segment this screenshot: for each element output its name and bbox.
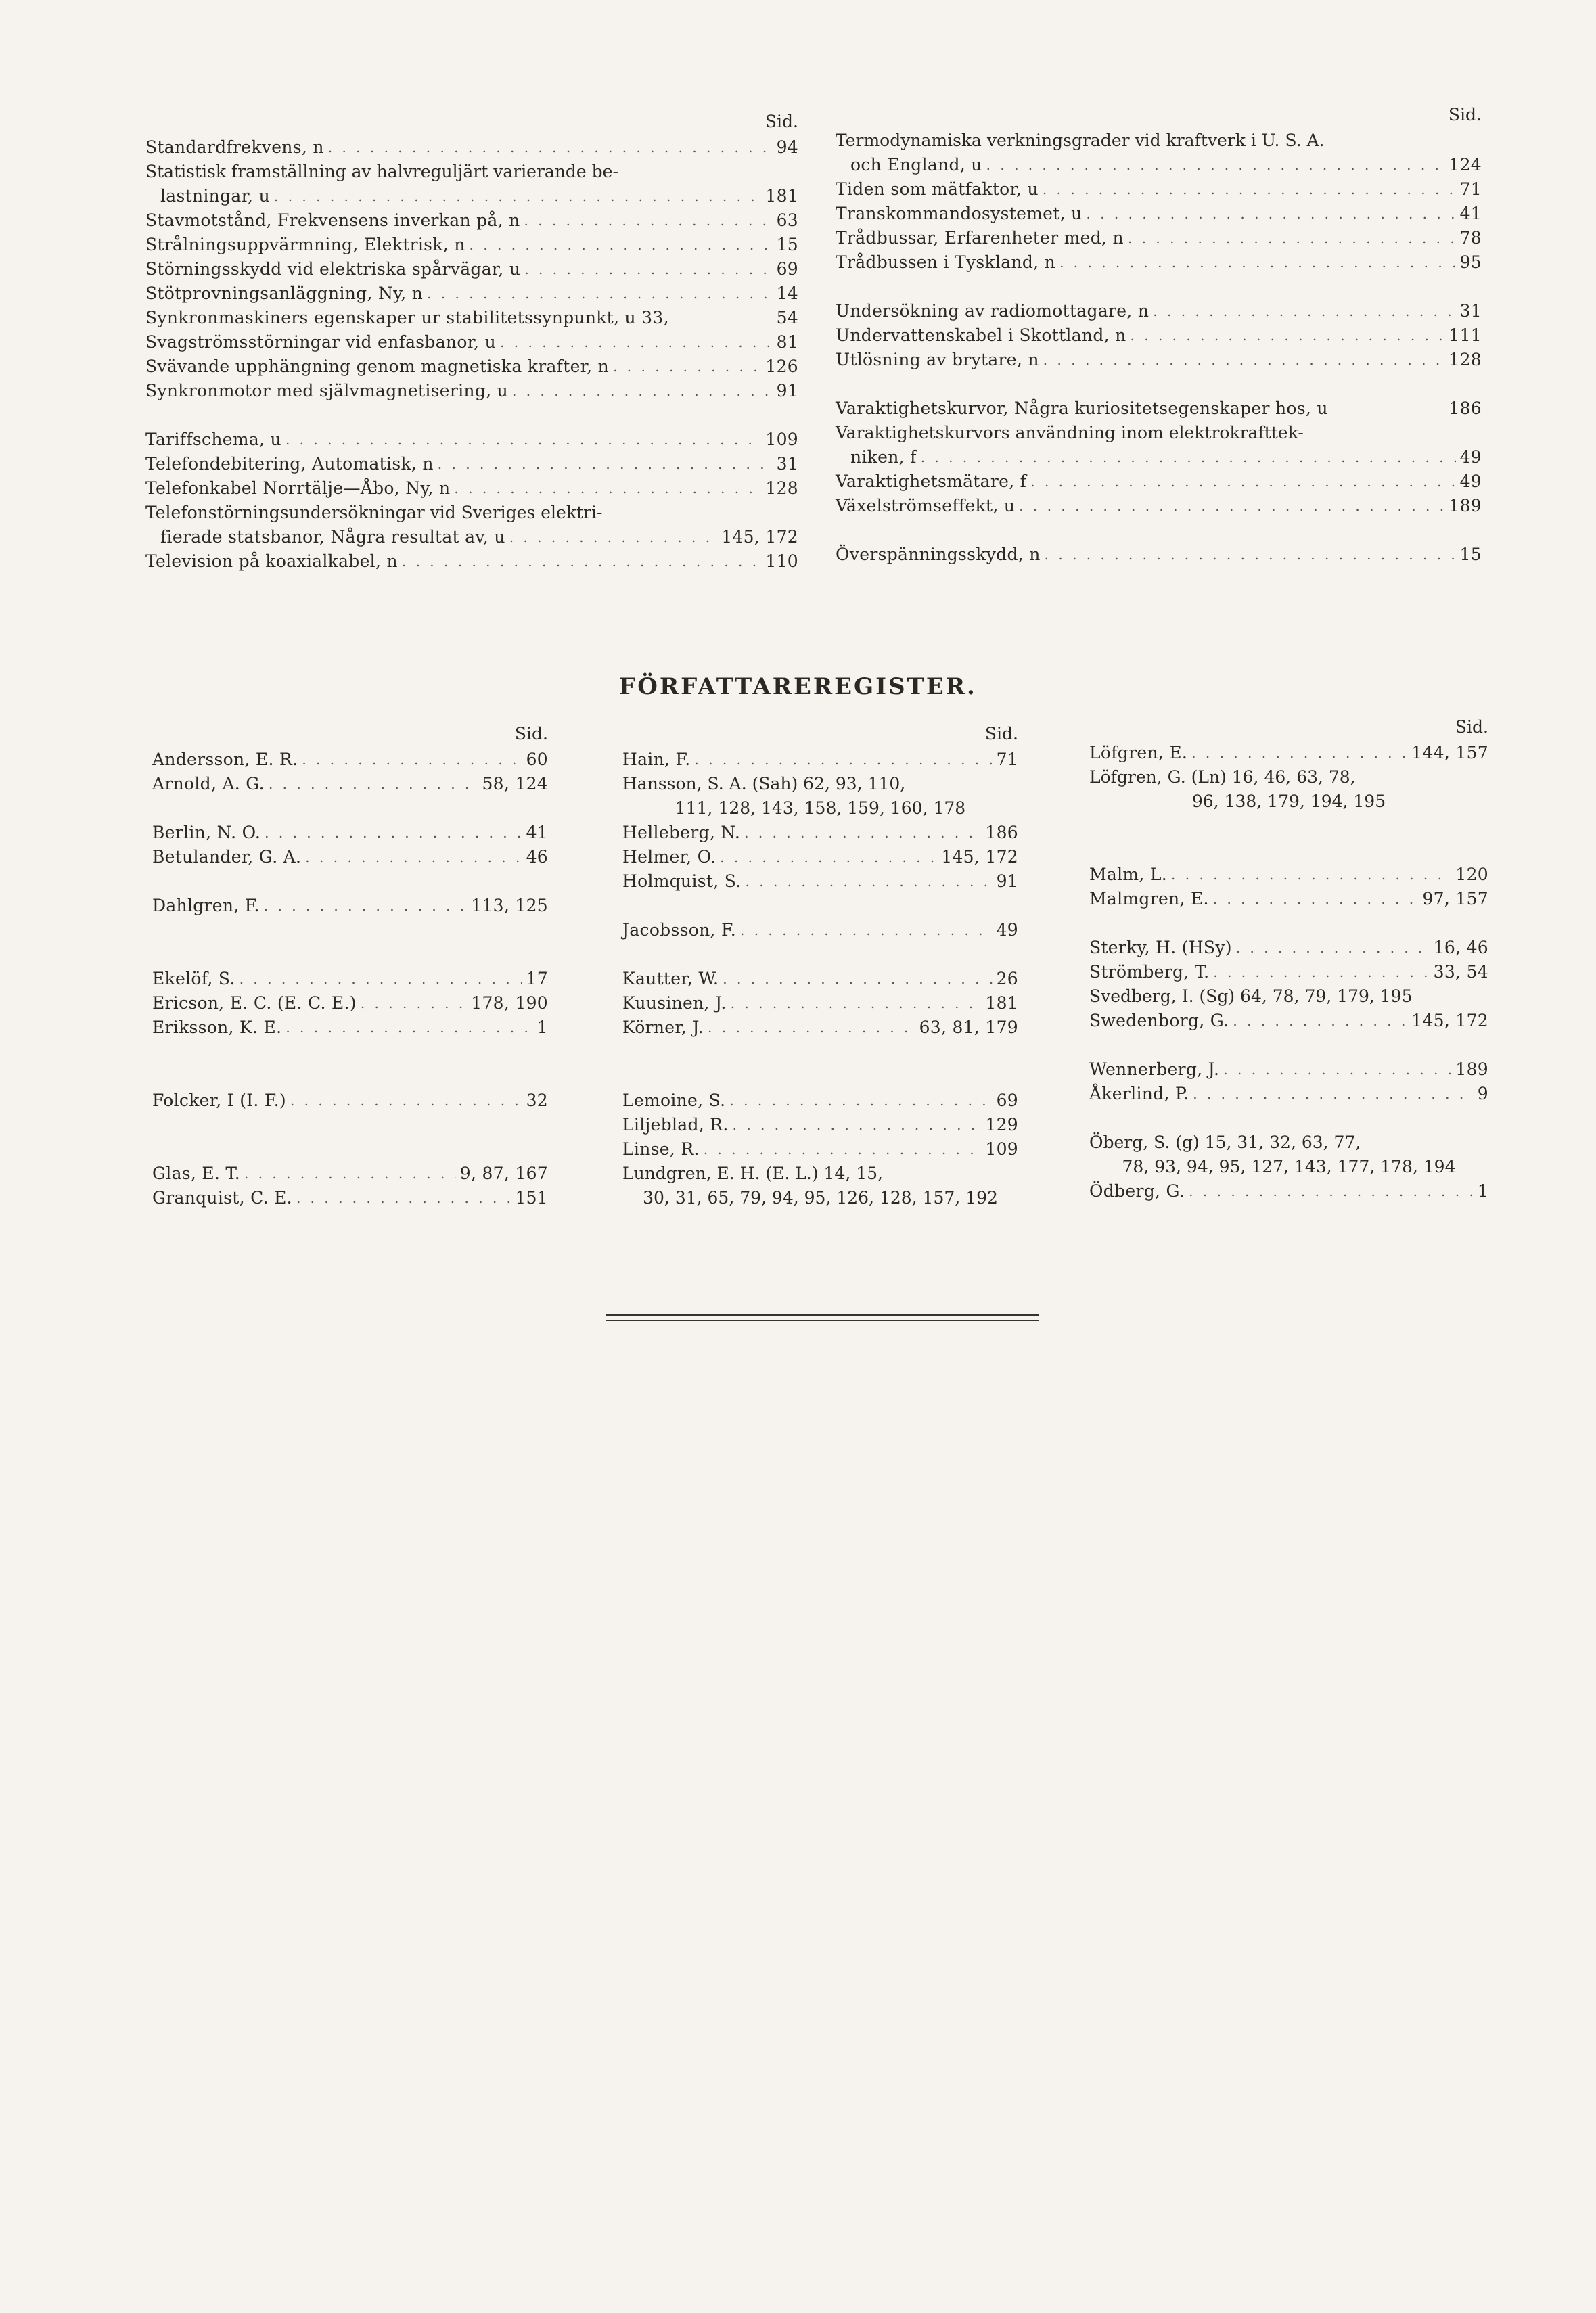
dot-leader xyxy=(438,452,773,476)
entry-page-numbers: 78 xyxy=(1459,228,1482,248)
entry-title: Kautter, W. xyxy=(622,969,719,988)
entry-page-numbers: 49 xyxy=(996,920,1018,940)
entry-title: Jacobsson, F. xyxy=(622,920,736,940)
entry-title: fierade statsbanor, Några resultat av, u xyxy=(160,527,505,547)
dot-leader xyxy=(1131,323,1445,348)
entry-title: Undervattenskabel i Skottland, n xyxy=(836,325,1126,345)
dot-leader xyxy=(524,257,772,281)
entry-page-numbers: 145, 172 xyxy=(1411,1011,1488,1030)
dot-leader xyxy=(402,549,762,574)
entry-title: Transkommandosystemet, u xyxy=(836,204,1082,223)
entry-gap xyxy=(836,518,1482,543)
dot-leader xyxy=(723,967,992,991)
index-entry xyxy=(152,748,548,772)
entry-title: Holmquist, S. xyxy=(622,871,742,891)
index-entry xyxy=(145,306,798,330)
entry-page-numbers: 54 xyxy=(776,308,798,327)
index-entry xyxy=(152,1089,548,1113)
index-entry xyxy=(152,821,548,845)
entry-title: Andersson, E. R. xyxy=(152,750,298,769)
dot-leader xyxy=(1043,177,1456,202)
entry-title: Wennerberg, J. xyxy=(1089,1059,1220,1079)
index-entry xyxy=(152,1162,548,1186)
dot-leader xyxy=(269,772,478,796)
dot-leader xyxy=(470,233,773,257)
dot-leader xyxy=(302,748,522,772)
subject-index-left-column xyxy=(145,108,798,574)
entry-gap xyxy=(1089,838,1488,863)
dot-leader xyxy=(1213,887,1419,911)
entry-page-numbers: 49 xyxy=(1459,447,1482,467)
entry-page-numbers: 81 xyxy=(776,332,798,352)
index-entry-line: Svedberg, I. (Sg) 64, 78, 79, 179, 195 xyxy=(1089,986,1413,1006)
entry-title: Telefonkabel Norrtälje—Åbo, Ny, n xyxy=(145,478,451,498)
entry-title: Dahlgren, F. xyxy=(152,896,260,915)
index-entry-line: 111, 128, 143, 158, 159, 160, 178 xyxy=(675,798,966,818)
entry-page-numbers: 111 xyxy=(1449,325,1482,345)
entry-title: Svagströmsstörningar vid enfasbanor, u xyxy=(145,332,497,352)
entry-title: Liljeblad, R. xyxy=(622,1115,729,1135)
index-entry-line: 78, 93, 94, 95, 127, 143, 177, 178, 194 xyxy=(1122,1157,1456,1176)
entry-title: Granquist, C. E. xyxy=(152,1188,292,1208)
index-entry xyxy=(145,525,798,549)
entry-title: Standardfrekvens, n xyxy=(145,137,324,157)
index-entry xyxy=(145,549,798,574)
entry-page-numbers: 26 xyxy=(996,969,1018,988)
entry-title: Helleberg, N. xyxy=(622,823,741,842)
entry-gap xyxy=(152,1137,548,1162)
dot-leader xyxy=(305,845,522,869)
dot-leader xyxy=(524,208,773,233)
index-entry-line: Hansson, S. A. (Sah) 62, 93, 110, xyxy=(622,774,906,794)
entry-title: Undersökning av radiomottagare, n xyxy=(836,301,1149,321)
entry-page-numbers: 31 xyxy=(1459,301,1482,321)
entry-title: Störningsskydd vid elektriska spårvägar, u xyxy=(145,259,521,279)
index-entry xyxy=(145,452,798,476)
entry-page-numbers: 49 xyxy=(1459,472,1482,491)
subject-index-right-column xyxy=(836,101,1482,567)
entry-title: Telefondebitering, Automatisk, n xyxy=(145,454,434,474)
entry-title: Löfgren, E. xyxy=(1089,743,1188,762)
entry-gap xyxy=(1089,814,1488,838)
entry-title: Hain, F. xyxy=(622,750,691,769)
entry-title: Arnold, A. G. xyxy=(152,774,265,794)
entry-page-numbers: 17 xyxy=(526,969,548,988)
entry-page-numbers: 69 xyxy=(996,1091,1018,1110)
entry-title: niken, f xyxy=(850,447,917,467)
index-entry xyxy=(1089,741,1488,765)
entry-page-numbers: 1 xyxy=(1477,1181,1488,1201)
index-entry xyxy=(1089,960,1488,984)
entry-title: Trådbussar, Erfarenheter med, n xyxy=(836,228,1124,248)
entry-page-numbers: 91 xyxy=(996,871,1018,891)
entry-page-numbers: 189 xyxy=(1449,496,1482,516)
entry-title: Television på koaxialkabel, n xyxy=(145,551,398,571)
entry-title: Stavmotstånd, Frekvensens inverkan på, n xyxy=(145,210,520,230)
page-column-label: Sid. xyxy=(984,724,1018,743)
index-entry xyxy=(145,135,798,160)
entry-title: Överspänningsskydd, n xyxy=(836,545,1041,564)
index-entry xyxy=(622,991,1018,1015)
entry-title: Varaktighetskurvor, Några kuriositetsegenskaper hos, u xyxy=(836,398,1328,418)
dot-leader xyxy=(1043,348,1445,372)
entry-title: Glas, E. T. xyxy=(152,1164,240,1183)
dot-leader xyxy=(264,894,467,918)
entry-title: Sterky, H. (HSy) xyxy=(1089,938,1232,957)
author-index-column-1 xyxy=(152,720,548,1210)
entry-page-numbers: 128 xyxy=(1449,350,1482,369)
entry-page-numbers: 151 xyxy=(515,1188,548,1208)
index-entry xyxy=(836,494,1482,518)
entry-title: Ödberg, G. xyxy=(1089,1181,1185,1201)
dot-leader xyxy=(274,184,761,208)
entry-title: Stötprovningsanläggning, Ny, n xyxy=(145,283,424,303)
dot-leader xyxy=(286,428,761,452)
index-entry-line: 30, 31, 65, 79, 94, 95, 126, 128, 157, 192 xyxy=(643,1188,998,1208)
entry-page-numbers: 94 xyxy=(776,137,798,157)
dot-leader xyxy=(1189,1179,1474,1204)
dot-leader xyxy=(740,918,993,942)
entry-gap xyxy=(622,942,1018,967)
entry-page-numbers: 14 xyxy=(776,283,798,303)
index-entry xyxy=(1089,936,1488,960)
entry-gap xyxy=(1089,1033,1488,1057)
dot-leader xyxy=(1233,1009,1407,1033)
dot-leader xyxy=(512,379,773,403)
dot-leader xyxy=(695,748,993,772)
index-entry xyxy=(1089,1057,1488,1082)
index-entry xyxy=(622,967,1018,991)
index-entry xyxy=(145,354,798,379)
index-entry xyxy=(836,153,1482,177)
entry-page-numbers: 97, 157 xyxy=(1422,889,1488,909)
index-entry xyxy=(622,748,1018,772)
dot-leader xyxy=(1193,1082,1474,1106)
dot-leader xyxy=(244,1162,456,1186)
index-entry xyxy=(622,845,1018,869)
dot-leader xyxy=(1045,543,1456,567)
dot-leader xyxy=(613,354,761,379)
entry-title: Utlösning av brytare, n xyxy=(836,350,1039,369)
index-entry xyxy=(152,1186,548,1210)
index-entry-line: 96, 138, 179, 194, 195 xyxy=(1191,792,1386,811)
entry-title: Synkronmotor med självmagnetisering, u xyxy=(145,381,509,400)
entry-title: Berlin, N. O. xyxy=(152,823,261,842)
index-entry xyxy=(836,348,1482,372)
dot-leader xyxy=(240,967,522,991)
index-entry xyxy=(152,894,548,918)
entry-page-numbers: 120 xyxy=(1455,865,1488,884)
entry-page-numbers: 181 xyxy=(765,186,798,206)
entry-gap xyxy=(152,869,548,894)
entry-title: Strålningsuppvärmning, Elektrisk, n xyxy=(145,235,465,254)
dot-leader xyxy=(1213,960,1429,984)
index-entry xyxy=(836,470,1482,494)
entry-title: Synkronmaskiners egenskaper ur stabilitetssynpunkt, u 33, xyxy=(145,308,669,327)
entry-title: Varaktighetsmätare, f xyxy=(836,472,1027,491)
page-column-label: Sid. xyxy=(1455,717,1488,737)
index-entry xyxy=(836,250,1482,275)
entry-title: Malmgren, E. xyxy=(1089,889,1209,909)
entry-gap xyxy=(152,1113,548,1137)
entry-title: Växelströmseffekt, u xyxy=(836,496,1016,516)
entry-gap xyxy=(152,918,548,942)
index-entry xyxy=(152,772,548,796)
entry-title: och England, u xyxy=(850,155,982,175)
entry-page-numbers: 113, 125 xyxy=(471,896,548,915)
index-entry xyxy=(1089,1082,1488,1106)
dot-leader xyxy=(500,330,773,354)
dot-leader xyxy=(1223,1057,1451,1082)
entry-gap xyxy=(152,1040,548,1064)
entry-gap xyxy=(836,372,1482,396)
page-column-label: Sid. xyxy=(514,724,548,743)
index-entry xyxy=(622,1015,1018,1040)
index-entry-line: Lundgren, E. H. (E. L.) 14, 15, xyxy=(622,1164,883,1183)
dot-leader xyxy=(296,1186,511,1210)
dot-leader xyxy=(1087,202,1456,226)
entry-page-numbers: 41 xyxy=(1459,204,1482,223)
dot-leader xyxy=(1128,226,1456,250)
entry-title: Tariffschema, u xyxy=(145,430,281,449)
page-column-label: Sid. xyxy=(765,112,798,131)
entry-page-numbers: 9, 87, 167 xyxy=(459,1164,548,1183)
index-entry xyxy=(1089,1179,1488,1204)
index-entry xyxy=(622,869,1018,894)
dot-leader xyxy=(744,821,981,845)
author-index-heading: FÖRFATTAREREGISTER. xyxy=(619,673,977,700)
entry-page-numbers: 128 xyxy=(765,478,798,498)
entry-page-numbers: 109 xyxy=(765,430,798,449)
entry-page-numbers: 15 xyxy=(776,235,798,254)
index-entry xyxy=(145,330,798,354)
index-entry xyxy=(152,967,548,991)
entry-page-numbers: 126 xyxy=(765,357,798,376)
entry-page-numbers: 129 xyxy=(985,1115,1018,1135)
entry-title: Linse, R. xyxy=(622,1139,700,1159)
entry-page-numbers: 110 xyxy=(765,551,798,571)
entry-gap xyxy=(622,1040,1018,1064)
entry-page-numbers: 186 xyxy=(1449,398,1482,418)
index-entry xyxy=(145,208,798,233)
entry-gap xyxy=(1089,911,1488,936)
entry-page-numbers: 46 xyxy=(526,847,548,867)
dot-leader xyxy=(986,153,1445,177)
entry-page-numbers: 60 xyxy=(526,750,548,769)
entry-title: Lemoine, S. xyxy=(622,1091,726,1110)
index-entry xyxy=(836,396,1482,421)
entry-page-numbers: 189 xyxy=(1455,1059,1488,1079)
entry-page-numbers: 41 xyxy=(526,823,548,842)
dot-leader xyxy=(427,281,772,306)
entry-title: Folcker, I (I. F.) xyxy=(152,1091,286,1110)
dot-leader xyxy=(921,445,1456,470)
entry-page-numbers: 91 xyxy=(776,381,798,400)
index-entry xyxy=(145,476,798,501)
entry-title: Ekelöf, S. xyxy=(152,969,235,988)
index-entry-line: Telefonstörningsundersökningar vid Sveriges elektri- xyxy=(145,503,603,522)
entry-page-numbers: 9 xyxy=(1477,1084,1488,1103)
entry-title: Ericson, E. C. (E. C. E.) xyxy=(152,993,357,1013)
entry-page-numbers: 95 xyxy=(1459,252,1482,272)
index-entry-line: Statistisk framställning av halvreguljärt varierande be- xyxy=(145,162,618,181)
closing-rule-bottom xyxy=(606,1320,1039,1321)
dot-leader xyxy=(1191,741,1407,765)
closing-rule-top xyxy=(606,1314,1039,1316)
dot-leader xyxy=(328,135,773,160)
entry-title: Helmer, O. xyxy=(622,847,716,867)
index-entry xyxy=(836,226,1482,250)
dot-leader xyxy=(720,845,937,869)
index-entry xyxy=(622,918,1018,942)
entry-title: Swedenborg, G. xyxy=(1089,1011,1229,1030)
entry-page-numbers: 63, 81, 179 xyxy=(919,1017,1018,1037)
entry-title: Körner, J. xyxy=(622,1017,704,1037)
index-entry xyxy=(622,1113,1018,1137)
index-entry xyxy=(622,1137,1018,1162)
dot-leader xyxy=(704,1137,982,1162)
index-entry xyxy=(1089,1009,1488,1033)
index-entry xyxy=(145,257,798,281)
dot-leader xyxy=(265,821,522,845)
entry-title: Åkerlind, P. xyxy=(1089,1084,1189,1103)
dot-leader xyxy=(1030,470,1455,494)
entry-gap xyxy=(622,1064,1018,1089)
dot-leader xyxy=(1236,936,1430,960)
entry-title: Malm, L. xyxy=(1089,865,1168,884)
entry-title: Eriksson, K. E. xyxy=(152,1017,282,1037)
entry-page-numbers: 16, 46 xyxy=(1433,938,1488,957)
entry-page-numbers: 144, 157 xyxy=(1411,743,1488,762)
index-entry xyxy=(145,428,798,452)
index-entry xyxy=(836,323,1482,348)
entry-gap xyxy=(622,894,1018,918)
entry-title: Tiden som mätfaktor, u xyxy=(836,179,1039,199)
entry-gap xyxy=(1089,1106,1488,1130)
dot-leader xyxy=(290,1089,522,1113)
dot-leader xyxy=(733,1113,982,1137)
entry-title: lastningar, u xyxy=(160,186,270,206)
entry-page-numbers: 58, 124 xyxy=(482,774,548,794)
dot-leader xyxy=(746,869,993,894)
index-entry xyxy=(836,177,1482,202)
dot-leader xyxy=(286,1015,532,1040)
entry-page-numbers: 15 xyxy=(1459,545,1482,564)
index-entry-line: Termodynamiska verkningsgrader vid kraftverk i U. S. A. xyxy=(836,131,1325,150)
dot-leader xyxy=(731,991,982,1015)
dot-leader xyxy=(1059,250,1456,275)
index-entry-line: Varaktighetskurvors användning inom elektrokrafttek- xyxy=(836,423,1304,442)
index-entry xyxy=(145,184,798,208)
entry-title: Trådbussen i Tyskland, n xyxy=(836,252,1056,272)
dot-leader xyxy=(1171,863,1451,887)
dot-leader xyxy=(729,1089,992,1113)
entry-page-numbers: 178, 190 xyxy=(471,993,548,1013)
index-entry xyxy=(836,445,1482,470)
entry-gap xyxy=(145,403,798,428)
page-column-label: Sid. xyxy=(1448,105,1482,124)
entry-page-numbers: 1 xyxy=(537,1017,548,1037)
index-entry xyxy=(152,1015,548,1040)
entry-page-numbers: 69 xyxy=(776,259,798,279)
index-entry xyxy=(622,1089,1018,1113)
entry-title: Betulander, G. A. xyxy=(152,847,302,867)
dot-leader xyxy=(454,476,761,501)
index-entry xyxy=(152,845,548,869)
index-entry-line: Löfgren, G. (Ln) 16, 46, 63, 78, xyxy=(1089,767,1356,787)
dot-leader xyxy=(509,525,718,549)
author-index-column-2 xyxy=(622,720,1018,1210)
dot-leader xyxy=(708,1015,915,1040)
entry-title: Svävande upphängning genom magnetiska krafter, n xyxy=(145,357,610,376)
index-entry xyxy=(1089,863,1488,887)
entry-gap xyxy=(152,942,548,967)
entry-gap xyxy=(152,796,548,821)
dot-leader xyxy=(1153,299,1455,323)
entry-page-numbers: 31 xyxy=(776,454,798,474)
index-entry xyxy=(1089,887,1488,911)
index-entry xyxy=(152,991,548,1015)
entry-page-numbers: 109 xyxy=(985,1139,1018,1159)
entry-page-numbers: 71 xyxy=(1459,179,1482,199)
entry-page-numbers: 32 xyxy=(526,1091,548,1110)
index-entry xyxy=(836,299,1482,323)
entry-page-numbers: 186 xyxy=(985,823,1018,842)
dot-leader xyxy=(361,991,467,1015)
index-entry xyxy=(622,821,1018,845)
index-entry xyxy=(836,202,1482,226)
index-entry xyxy=(145,379,798,403)
entry-page-numbers: 63 xyxy=(776,210,798,230)
author-index-column-3 xyxy=(1089,714,1488,1204)
index-entry xyxy=(145,281,798,306)
entry-gap xyxy=(836,275,1482,299)
index-entry xyxy=(836,543,1482,567)
entry-page-numbers: 145, 172 xyxy=(721,527,798,547)
entry-title: Strömberg, T. xyxy=(1089,962,1210,982)
index-entry-line: Öberg, S. (g) 15, 31, 32, 63, 77, xyxy=(1089,1132,1361,1152)
entry-title: Kuusinen, J. xyxy=(622,993,727,1013)
entry-gap xyxy=(152,1064,548,1089)
dot-leader xyxy=(1019,494,1444,518)
entry-page-numbers: 145, 172 xyxy=(941,847,1018,867)
index-entry xyxy=(145,233,798,257)
entry-page-numbers: 124 xyxy=(1449,155,1482,175)
entry-page-numbers: 33, 54 xyxy=(1433,962,1488,982)
entry-page-numbers: 71 xyxy=(996,750,1018,769)
entry-page-numbers: 181 xyxy=(985,993,1018,1013)
